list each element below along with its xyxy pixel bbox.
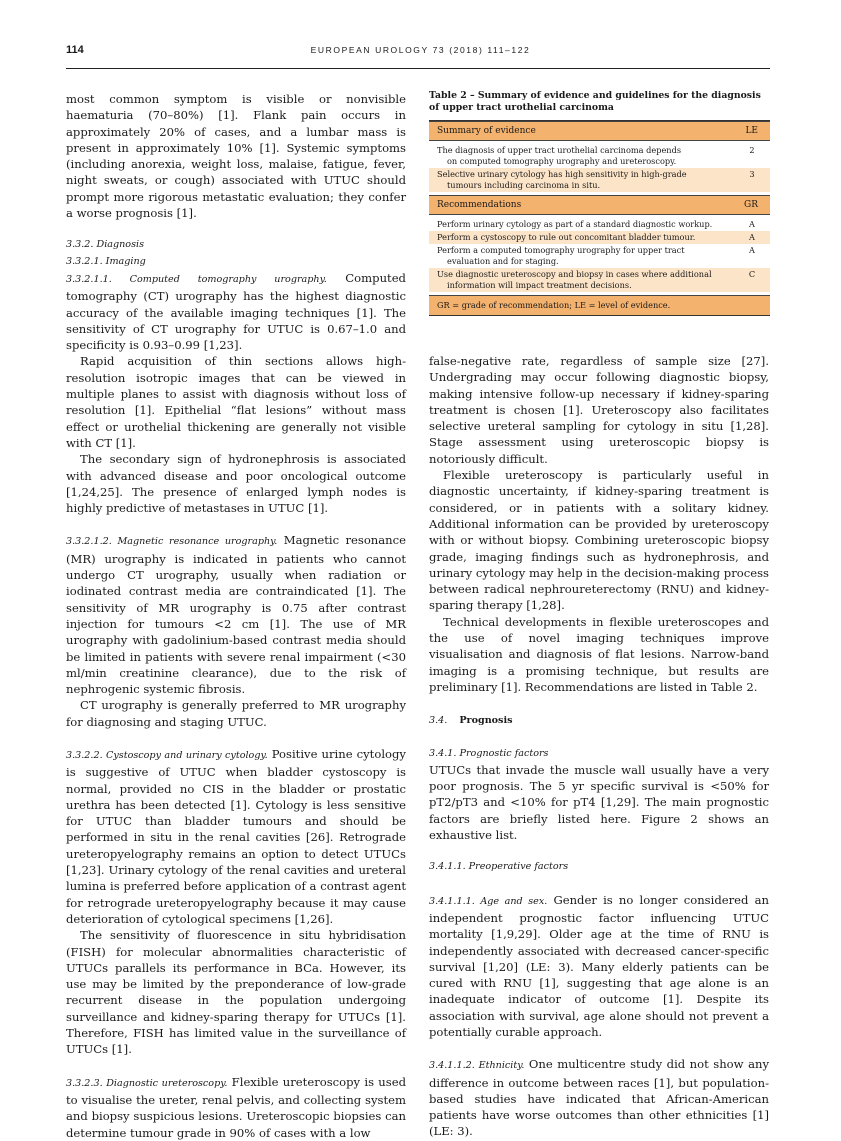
- paragraph: Rapid acquisition of thin sections allows high-resolution isotropic images that can be viewed in multiple planes to assist with diagnosis without loss of resolution [1]. Epithelial “flat lesions” without mass effect or urothelial thickening are generally not visible with CT [1].: [66, 354, 406, 450]
- table-2: [429, 90, 770, 316]
- paragraph: Flexible ureteroscopy is particularly useful in diagnostic uncertainty, if kidney-sparing treatment is considered, or in patients with a solitary kidney. Additional information can be provided by ureteroscopy with or without biopsy. Combining ureteroscopic biopsy grade, imaging findings such as hydronephrosis, and urinary cytology may help in the decision-making process between radical nephroureterectomy (RNU) and kidney-sparing therapy [1,28].: [429, 468, 769, 613]
- table-section-header-evidence: Summary of evidence LE: [429, 121, 770, 141]
- running-header: EUROPEAN UROLOGY 73 (2018) 111–122: [310, 45, 531, 55]
- paragraph: CT urography is generally preferred to MR urography for diagnosing and staging UTUC.: [66, 698, 406, 729]
- table-row: Perform a cystoscopy to rule out concomitant bladder tumour. A: [429, 231, 770, 244]
- header-rule: [66, 68, 770, 69]
- paragraph: The secondary sign of hydronephrosis is associated with advanced disease and poor oncological outcome [1,24,25]. The presence of enlarged lymph nodes is highly predictive of metastases in UTUC [1].: [66, 452, 406, 516]
- runin-heading: 3.4.1.1.1. Age and sex.: [429, 895, 548, 907]
- paragraph-ct-urography: 3.3.2.1.1. Computed tomography urography. Computed tomography (CT) urography has the highest diagnostic accuracy of the available imaging techniques [1]. The sensitivity of CT urography for UTUC is 0.67–1.0 and specificity is 0.93–0.99 [1,23].: [66, 270, 406, 353]
- paragraph-ethnicity: 3.4.1.1.2. Ethnicity. One multicentre study did not show any difference in outcome between races [1], but population-based studies have indicated that African-American patients have worse outcomes than other ethnicities [1] (LE: 3).: [429, 1057, 770, 1139]
- runin-heading: 3.3.2.1.2. Magnetic resonance urography.: [66, 536, 278, 548]
- paragraph: Technical developments in flexible ureteroscopes and the use of novel imaging techniques improve visualisation and diagnosis of flat lesions. Narrow-band imaging is a promising technique, but results are preliminary [1]. Recommendations are listed in Table 2.: [429, 614, 769, 694]
- paragraph: false-negative rate, regardless of sample size [27]. Undergrading may occur following diagnostic biopsy, making intensive follow-up necessary if kidney-sparing treatment is chosen [1]. Ureteroscopy also facilitates selective ureteral sampling for cytology in situ [1,28]. Stage assessment using ureteroscopic biopsy is notoriously difficult.: [429, 354, 769, 466]
- paragraph-cystoscopy: 3.3.2.2. Cystoscopy and urinary cytology. Positive urine cytology is suggestive of UTUC when bladder cystoscopy is normal, provided no CIS in the bladder or prostatic urethra has been detected [1]. Cytology is less sensitive for UTUC than bladder tumours and should be performed in situ in the renal cavities [26]. Retrograde ureteropyelography remains an option to detect UTUCs [1,23]. Urinary cytology of the renal cavities and ureteral lumina is preferred before application of a contrast agent for retrograde ureteropyelography because it may cause deterioration of cytological specimens [1,26].: [66, 746, 406, 926]
- section-heading-diagnosis: 3.3.2. Diagnosis: [66, 239, 145, 251]
- paragraph: most common symptom is visible or nonvisible haematuria (70–80%) [1]. Flank pain occurs in approximately 20% of cases, and a lumbar mass is present in approximately 10% [1]. Systemic symptoms (including anorexia, weight loss, malaise, fatigue, fever, night sweats, or cough) associated with UTUC should prompt more rigorous metastatic evaluation; they confer a worse prognosis [1].: [66, 92, 406, 221]
- runin-heading: 3.4.1.1.2. Ethnicity.: [429, 1060, 525, 1072]
- section-heading-prognostic-factors: 3.4.1. Prognostic factors: [429, 747, 549, 759]
- section-heading-preoperative-factors: 3.4.1.1. Preoperative factors: [429, 861, 569, 873]
- paragraph-age-sex: 3.4.1.1.1. Age and sex. Gender is no longer considered an independent prognostic factor influencing UTUC mortality [1,9,29]. Older age at the time of RNU is independently associated with decreased cancer-specific survival [1,20] (LE: 3). Many elderly patients can be cured with RNU [1], suggesting that age alone is an inadequate indicator of outcome [1]. Despite its association with survival, age alone should not prevent a potentially curable approach.: [429, 892, 769, 1039]
- section-heading-prognosis: 3.4. Prognosis: [429, 715, 513, 727]
- table-footnote: GR = grade of recommendation; LE = level of evidence.: [429, 295, 770, 315]
- right-column: [429, 353, 769, 1140]
- paragraph: The sensitivity of fluorescence in situ hybridisation (FISH) for molecular abnormalities characteristic of UTUCs parallels its performance in BCa. However, its use may be limited by the preponderance of low-grade recurrent disease in the population undergoing surveillance and kidney-sparing therapy for UTUCs [1]. Therefore, FISH has limited value in the surveillance of UTUCs [1].: [66, 928, 406, 1057]
- page-number: 114: [66, 44, 84, 56]
- runin-heading: 3.3.2.1.1. Computed tomography urography.: [66, 273, 327, 285]
- table-caption: Table 2 – Summary of evidence and guidelines for the diagnosis of upper tract urothelial carcinoma: [429, 90, 761, 113]
- table-section-header-recommendations: Recommendations GR: [429, 195, 770, 215]
- runin-heading: 3.3.2.3. Diagnostic ureteroscopy.: [66, 1077, 228, 1089]
- table-body: [429, 120, 770, 316]
- runin-heading: 3.3.2.2. Cystoscopy and urinary cytology.: [66, 749, 268, 761]
- left-column: [66, 91, 406, 1141]
- paragraph-mr-urography: 3.3.2.1.2. Magnetic resonance urography. Magnetic resonance (MR) urography is indicated in patients who cannot undergo CT urography, usually when radiation or iodinated contrast media are contraindicated [1]. The sensitivity of MR urography is 0.75 after contrast injection for tumours <2 cm [1]. The use of MR urography with gadolinium-based contrast media should be limited in patients with severe renal impairment (<30 ml/min creatinine clearance), due to the risk of nephrogenic systemic fibrosis.: [66, 533, 406, 697]
- paragraph-ureteroscopy: 3.3.2.3. Diagnostic ureteroscopy. Flexible ureteroscopy is used to visualise the ureter, renal pelvis, and collecting system and biopsy suspicious lesions. Ureteroscopic biopsies can determine tumour grade in 90% of cases with a low: [66, 1074, 406, 1140]
- table-row: Use diagnostic ureteroscopy and biopsy in cases where additional information will impact treatment decisions. C: [429, 268, 770, 292]
- table-row: Perform a computed tomography urography for upper tract evaluation and for staging. A: [437, 245, 755, 266]
- table-row: Perform urinary cytology as part of a standard diagnostic workup. A: [437, 219, 755, 229]
- paragraph: UTUCs that invade the muscle wall usually have a very poor prognosis. The 5 yr specific survival is <50% for pT2/pT3 and <10% for pT4 [1,29]. The main prognostic factors are briefly listed here. Figure 2 shows an exhaustive list.: [429, 762, 769, 843]
- table-row: The diagnosis of upper tract urothelial carcinoma depends on computed tomography urography and ureteroscopy. 2: [437, 145, 755, 166]
- section-heading-imaging: 3.3.2.1. Imaging: [66, 255, 146, 267]
- table-row: Selective urinary cytology has high sensitivity in high-grade tumours including carcinoma in situ. 3: [429, 168, 770, 192]
